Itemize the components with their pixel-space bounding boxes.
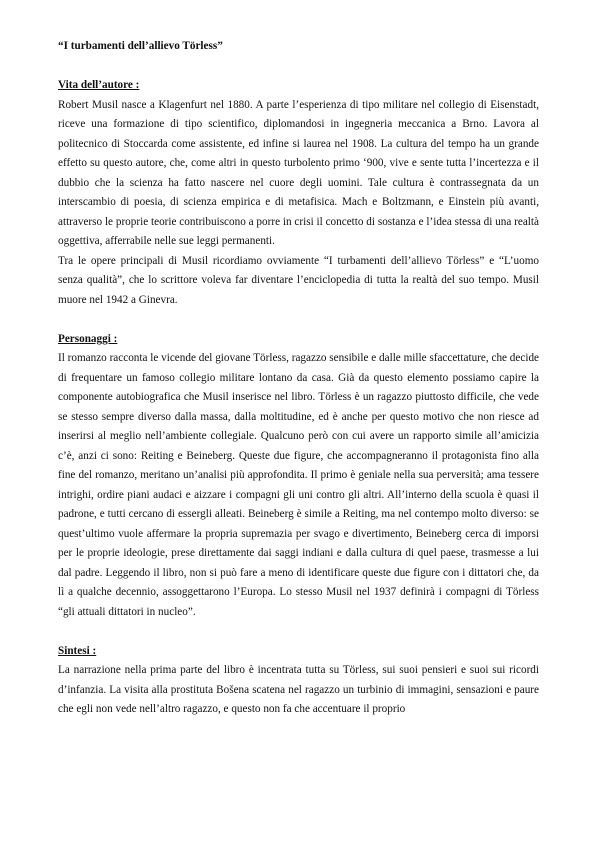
- paragraph: Robert Musil nasce a Klagenfurt nel 1880. A parte l’esperienza di tipo militare nel collegio di Eisenstadt, riceve una formazione di tipo scientifico, diplomandosi in ingegneria meccanica a Brno. Lavora al politecnico di Stoccarda come assistente, ed infine si laurea nel 1908. La cultura del tempo ha un grande effetto su questo autore, che, come altri in questo turbolento primo ‘900, vive e sente tutta l’incertezza e il dubbio che la scienza ha fatto nascere nel cuore degli uomini. Tale cultura è contrassegnata da un interscambio di poesia, di scienza empirica e di metafisica. Mach e Boltzmann, e Einstein più avanti, attraverso le proprie teorie contribuiscono a porre in crisi il concetto di sostanza e l’idea stessa di una realtà oggettiva, afferrabile nelle sue leggi permanenti.: [58, 98, 539, 247]
- section-synopsis: [58, 642, 539, 720]
- paragraph: Il romanzo racconta le vicende del giovane Törless, ragazzo sensibile e dalle mille sfaccettature, che decide di frequentare un famoso collegio militare lontano da casa. Già da questo elemento possiamo capire la componente autobiografica che Musil inserisce nel libro. Törless è un ragazzo piuttosto difficile, che vede se stesso sempre diverso dalla massa, dalla moltitudine, ed è anche per questo motivo che non riesce ad inserirsi al meglio nell’ambiente collegiale. Qualcuno però con cui avere un rapporto simile all’amicizia c’è, anzi ci sono: Reiting e Beineberg. Queste due figure, che accompagneranno il protagonista fino alla fine del romanzo, meritano un’analisi più approfondita. Il primo è geniale nella sua perversità; ama tessere intrighi, ordire piani audaci e aizzare i compagni gli uni contro gli altri. All’interno della scuola è quasi il padrone, e tutti cercano di essergli alleati. Beineberg è simile a Reiting, ma nel contempo molto diverso: se quest’ultimo vuole affermare la propria supremazia per svago e divertimento, Beineberg cerca di imporsi per le proprie ideologie, prese direttamente dai saggi indiani e dalla cultura di quel paese, trasmesse a lui dal padre. Leggendo il libro, non si può fare a meno di identificare queste due figure con i dittatori che, da lì a qualche decennio, assoggettarono l’Europa. Lo stesso Musil nel 1937 definirà i compagni di Törless “gli attuali dittatori in nucleo”.: [58, 352, 539, 618]
- document-page: [58, 37, 539, 739]
- section-characters: [58, 330, 539, 623]
- document-title: “I turbamenti dell’allievo Törless”: [58, 40, 223, 52]
- section-heading-synopsis: Sintesi :: [58, 644, 97, 657]
- section-author-life: [58, 76, 539, 310]
- paragraph: La narrazione nella prima parte del libro è incentrata tutta su Törless, sui suoi pensieri e suoi sui ricordi d’infanzia. La visita alla prostituta Bošena scatena nel ragazzo un turbinio di immagini, sensazioni e paure che egli non vede nell’altro ragazzo, e questo non fa che accentuare il proprio: [58, 664, 539, 715]
- paragraph: Tra le opere principali di Musil ricordiamo ovviamente “I turbamenti dell’allievo Törless” e “L’uomo senza qualità”, che lo scrittore voleva far diventare l’enciclopedia di tutta la realtà del suo tempo. Musil muore nel 1942 a Ginevra.: [58, 254, 539, 306]
- section-heading-characters: Personaggi :: [58, 332, 118, 345]
- section-heading-author-life: Vita dell’autore :: [58, 79, 140, 91]
